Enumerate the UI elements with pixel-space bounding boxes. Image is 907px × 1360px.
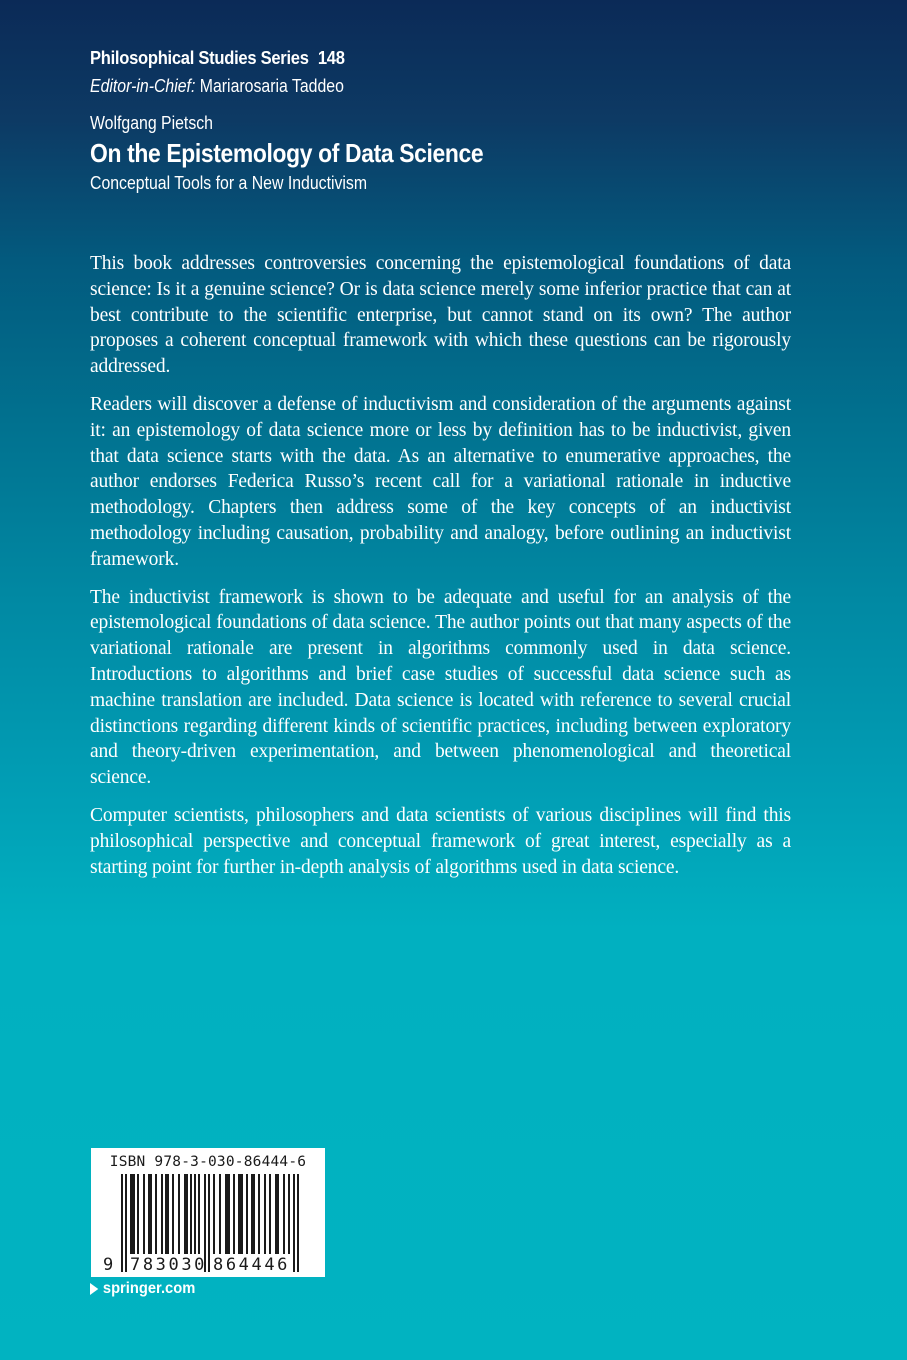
- cover-header: [90, 44, 850, 196]
- play-triangle-icon: [90, 1283, 98, 1295]
- editor-line: [90, 72, 759, 100]
- springer-link-text: springer.com: [102, 1280, 196, 1297]
- blurb-paragraph: Readers will discover a defense of inductivism and consideration of the arguments against it: an epistemology of data science more or less by definition has to be inductivist, given that data science starts with the data. As an alternative to enumerative approaches, the author endorses Federica Russo’s recent call for a variational rationale in inductive methodology. Chapters then address some of the key concepts of an inductivist methodology including causation, probability and analogy, before outlining an inductivist framework.: [90, 393, 791, 570]
- blurb-paragraph: This book addresses controversies concerning the epistemological foundations of data science: Is it a genuine science? Or is data science merely some inferior practice that can at best contribute to the scientific enterprise, but cannot stand on its own? The author proposes a coherent conceptual framework with which these questions can be rigorously addressed.: [90, 253, 791, 378]
- editor-label: Editor-in-Chief:: [90, 76, 196, 96]
- series-line: [90, 44, 789, 72]
- book-title: On the Epistemology of Data Science: [90, 138, 484, 168]
- back-cover-blurb: [90, 251, 791, 892]
- barcode-icon: [99, 1174, 317, 1272]
- author-name: Wolfgang Pietsch: [90, 113, 213, 133]
- barcode-lead-digit: 9: [103, 1255, 114, 1272]
- series-name: Philosophical Studies Series: [90, 48, 309, 68]
- series-number: 148: [317, 48, 345, 68]
- book-subtitle: Conceptual Tools for a New Inductivism: [90, 173, 368, 193]
- barcode-right-digits: 864446: [213, 1255, 291, 1272]
- springer-link[interactable]: [90, 1280, 195, 1298]
- blurb-paragraph: Computer scientists, philosophers and data scientists of various disciplines will find this philosophical perspective and conceptual framework of great interest, especially as a starting point for further in-depth analysis of algorithms used in data science.: [90, 804, 791, 878]
- isbn-label: ISBN 978-3-030-86444-6: [109, 1154, 307, 1170]
- barcode-left-digits: 783030: [130, 1255, 208, 1272]
- isbn-barcode: [91, 1148, 325, 1277]
- editor-name: Mariarosaria Taddeo: [199, 76, 344, 96]
- blurb-paragraph: The inductivist framework is shown to be adequate and useful for an analysis of the epistemological foundations of data science. The author points out that many aspects of the variational rationale are present in algorithms commonly used in data science. Introductions to algorithms and brief case studies of successful data science such as machine translation are included. Data science is located with reference to several crucial distinctions regarding different kinds of scientific practices, including between exploratory and theory-driven experimentation, and between phenomenological and theoretical science.: [90, 586, 791, 789]
